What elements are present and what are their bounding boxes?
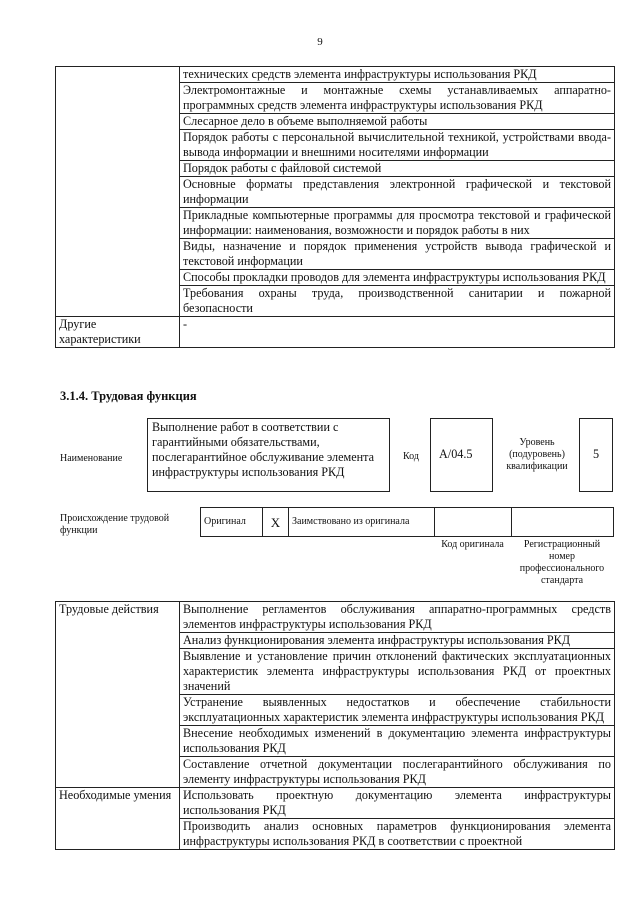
level-value: 5 — [579, 418, 613, 492]
registration-caption: Регистрационный номер профессионального стандарта — [519, 539, 605, 586]
knowledge-item: Порядок работы с файловой системой — [180, 161, 615, 177]
knowledge-item: Слесарное дело в объеме выполняемой работы — [180, 114, 615, 130]
registration-number-cell — [512, 508, 614, 537]
borrowed-label: Заимствовано из оригинала — [289, 508, 435, 537]
labor-action-item: Выявление и установление причин отклонений фактических эксплуатационных характеристик элемента инфраструктуры использования РКД от проектных значений — [180, 649, 615, 695]
knowledge-item: технических средств элемента инфраструктуры использования РКД — [180, 67, 615, 83]
labor-action-item: Устранение выявленных недостатков и обеспечение стабильности эксплуатационных характеристик элемента инфраструктуры использования РКД — [180, 695, 615, 726]
knowledge-item: Виды, назначение и порядок применения устройств вывода графической и текстовой информации — [180, 239, 615, 270]
knowledge-label-cell — [56, 67, 180, 317]
original-code-cell — [435, 508, 512, 537]
section-heading: 3.1.4. Трудовая функция — [60, 389, 197, 403]
level-label: Уровень (подуровень) квалификации — [506, 437, 568, 472]
skill-item: Использовать проектную документацию элемента инфраструктуры использования РКД — [180, 788, 615, 819]
code-caption: Код оригинала — [441, 539, 504, 550]
skill-item: Производить анализ основных параметров функционирования элемента инфраструктуры использования РКД в соответствии с проектной — [180, 819, 615, 850]
functions-table — [55, 601, 615, 850]
labor-action-item: Выполнение регламентов обслуживания аппаратно-программных средств элементов инфраструктуры использования РКД — [180, 602, 615, 633]
labor-action-item: Составление отчетной документации послегарантийного обслуживания по элементу инфраструктуры использования РКД — [180, 757, 615, 788]
labor-action-item: Анализ функционирования элемента инфраструктуры использования РКД — [180, 633, 615, 649]
skills-label: Необходимые умения — [56, 788, 180, 850]
other-characteristics-label: Другие характеристики — [56, 317, 180, 348]
other-characteristics-value: - — [180, 317, 615, 348]
code-value: A/04.5 — [430, 418, 493, 492]
code-label: Код — [403, 451, 419, 462]
function-name: Выполнение работ в соответствии с гарантийными обязательствами, послегарантийное обслуживание элемента инфраструктуры использования РКД — [147, 418, 390, 492]
knowledge-item: Требования охраны труда, производственной санитарии и пожарной безопасности — [180, 286, 615, 317]
origin-label: Происхождение трудовой функции — [60, 513, 170, 536]
original-mark: X — [263, 508, 289, 537]
labor-actions-label: Трудовые действия — [56, 602, 180, 788]
labor-action-item: Внесение необходимых изменений в документацию элемента инфраструктуры использования РКД — [180, 726, 615, 757]
knowledge-item: Способы прокладки проводов для элемента инфраструктуры использования РКД — [180, 270, 615, 286]
knowledge-item: Основные форматы представления электронной графической и текстовой информации — [180, 177, 615, 208]
knowledge-item: Прикладные компьютерные программы для просмотра текстовой и графической информации: наименования, возможности и порядок работы в них — [180, 208, 615, 239]
page-number: 9 — [317, 36, 323, 48]
knowledge-item: Электромонтажные и монтажные схемы устанавливаемых аппаратно-программных средств элемента инфраструктуры использования РКД — [180, 83, 615, 114]
knowledge-item: Порядок работы с персональной вычислительной техникой, устройствами ввода-вывода информации и внешними носителями информации — [180, 130, 615, 161]
knowledge-table — [55, 66, 615, 348]
name-label: Наименование — [60, 453, 123, 464]
origin-table — [200, 507, 614, 537]
original-label: Оригинал — [201, 508, 263, 537]
